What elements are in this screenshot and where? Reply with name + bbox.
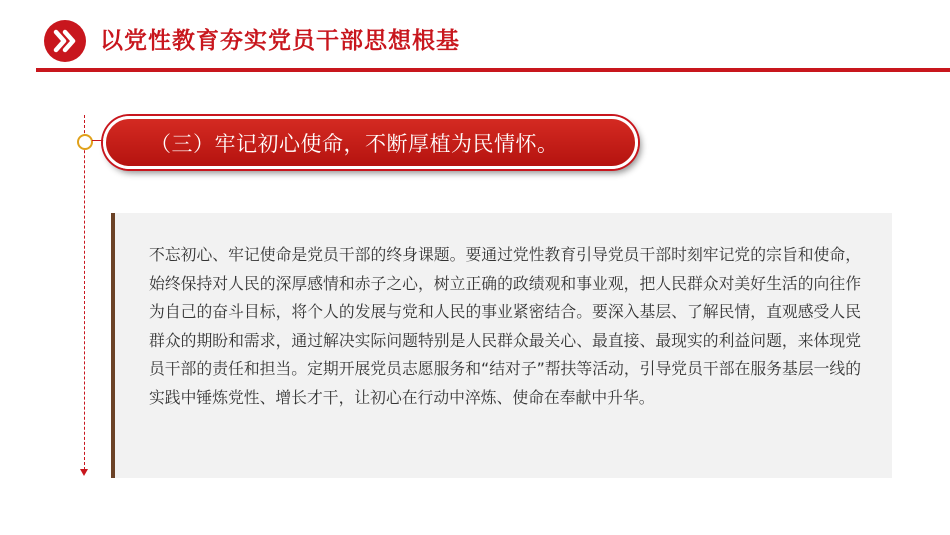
timeline-line (84, 115, 85, 470)
timeline-dot-icon (77, 134, 93, 150)
timeline-arrow-icon (80, 469, 88, 476)
content-paragraph: 不忘初心、牢记使命是党员干部的终身课题。要通过党性教育引导党员干部时刻牢记党的宗旨和使命，始终保持对人民的深厚感情和赤子之心，树立正确的政绩观和事业观，把人民群众对美好生活的向往作为自己的奋斗目标，将个人的发展与党和人民的事业紧密结合。要深入基层、了解民情，直观感受人民群众的期盼和需求，通过解决实际问题特别是人民群众最关心、最直接、最现实的利益问题，来体现党员干部的责任和担当。定期开展党员志愿服务和“结对子”帮扶等活动，引导党员干部在服务基层一线的实践中锤炼党性、增长才干，让初心在行动中淬炼、使命在奉献中升华。 (149, 245, 861, 407)
header-divider (36, 68, 950, 72)
slide-header (0, 0, 950, 75)
section-heading-banner (103, 116, 638, 169)
double-chevron-right-icon (44, 20, 86, 62)
page-title: 以党性教育夯实党员干部思想根基 (100, 28, 460, 54)
content-panel (111, 213, 892, 478)
section-heading: （三）牢记初心使命，不断厚植为民情怀。 (150, 131, 559, 156)
